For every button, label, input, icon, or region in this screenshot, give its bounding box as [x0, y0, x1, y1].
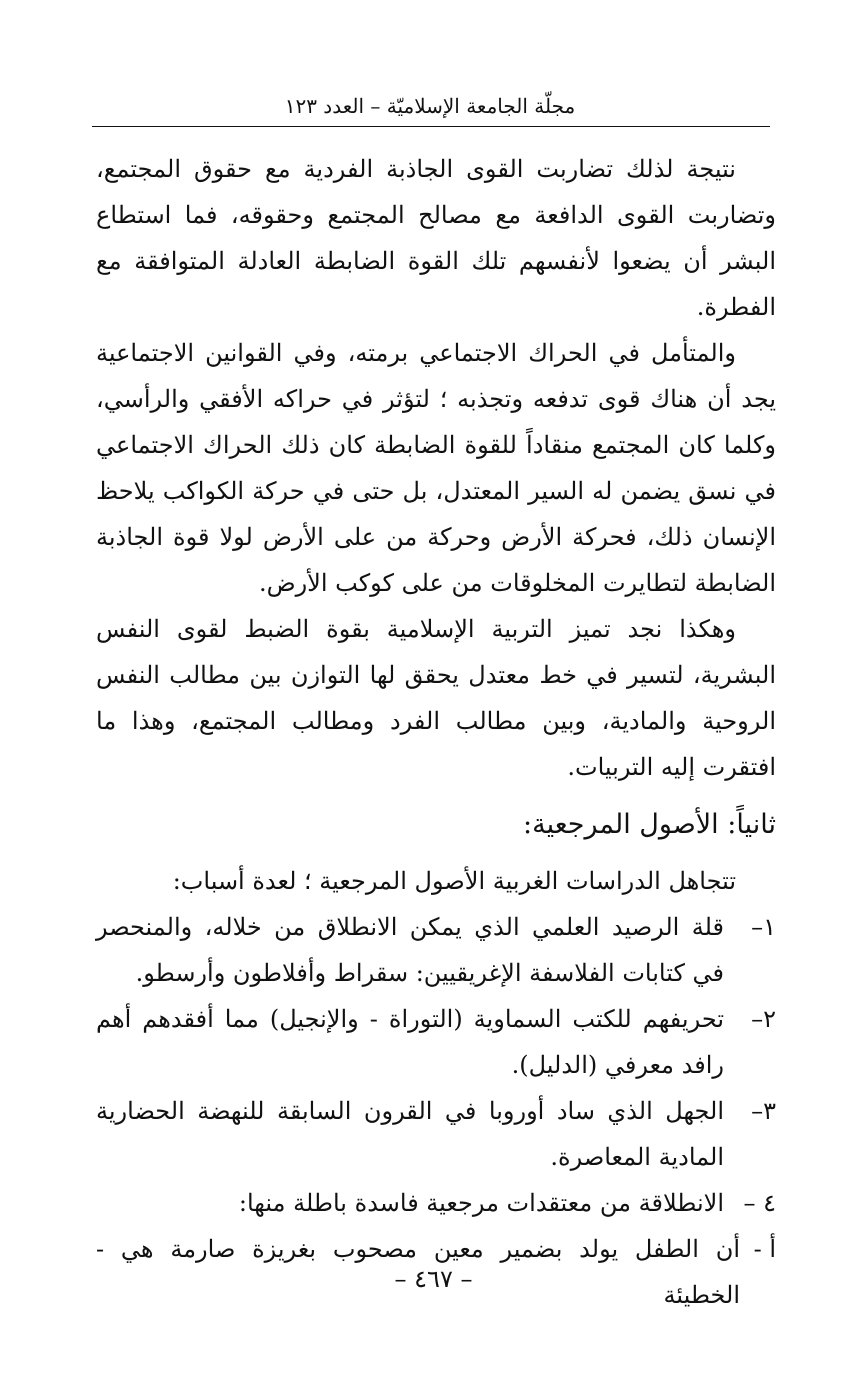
list-item	[96, 904, 776, 996]
paragraph: نتيجة لذلك تضاربت القوى الجاذبة الفردية مع حقوق المجتمع، وتضاربت القوى الدافعة مع مصالح المجتمع وحقوقه، فما استطاع البشر أن يضعوا لأنفسهم تلك القوة الضابطة العادلة المتوافقة مع الفطرة.	[96, 155, 776, 321]
section-heading: ثانياً: الأصول المرجعية:	[523, 809, 776, 840]
list-item-text: الجهل الذي ساد أوروبا في القرون السابقة للنهضة الحضارية المادية المعاصرة.	[96, 1097, 724, 1171]
list-item-marker: ٣–	[751, 1097, 776, 1125]
paragraph: والمتأمل في الحراك الاجتماعي برمته، وفي القوانين الاجتماعية يجد أن هناك قوى تدفعه وتجذبه ؛ لتؤثر في حراكه الأفقي والرأسي، وكلما كان المجتمع منقاداً للقوة الضابطة كان ذلك الحراك الاجتماعي في نسق يضمن له السير المعتدل، بل حتى في حركة الكواكب يلاحظ الإنسان ذلك، فحركة الأرض وحركة من على الأرض لولا قوة الجاذبة الضابطة لتطايرت المخلوقات من على كوكب الأرض.	[96, 339, 777, 597]
sub-list-item-text: أن الطفل يولد بضمير معين مصحوب بغريزة صارمة هي - الخطيئة	[96, 1235, 740, 1309]
paragraph: وهكذا نجد تميز التربية الإسلامية بقوة الضبط لقوى النفس البشرية، لتسير في خط معتدل يحقق لها التوازن بين مطالب النفس الروحية والمادية، وبين مطالب الفرد ومطالب المجتمع، وهذا ما افتقرت إليه التربيات.	[96, 615, 776, 781]
list-item	[96, 996, 776, 1088]
list-item	[96, 1180, 776, 1226]
body-text	[96, 146, 776, 1318]
section-intro: تتجاهل الدراسات الغربية الأصول المرجعية ؛ لعدة أسباب:	[172, 867, 736, 895]
list-item	[96, 1088, 776, 1180]
list-item-marker: ٤ –	[743, 1189, 776, 1217]
list-item-text: قلة الرصيد العلمي الذي يمكن الانطلاق من خلاله، والمنحصر في كتابات الفلاسفة الإغريقيين: سقراط وأفلاطون وأرسطو.	[96, 913, 724, 987]
list-item-marker: ١–	[751, 913, 776, 941]
list-item-marker: ٢–	[751, 1005, 776, 1033]
running-header: مجلّة الجامعة الإسلاميّة – العدد ١٢٣	[284, 94, 576, 118]
list-item-text: الانطلاقة من معتقدات مرجعية فاسدة باطلة منها:	[238, 1189, 724, 1217]
header-rule	[92, 126, 770, 127]
page-number: – ٤٦٧ –	[394, 1265, 473, 1293]
reasons-list	[96, 904, 776, 1318]
sub-list-item-marker: أ -	[753, 1235, 776, 1263]
list-item-text: تحريفهم للكتب السماوية (التوراة - والإنجيل) مما أفقدهم أهم رافد معرفي (الدليل).	[96, 1005, 724, 1079]
